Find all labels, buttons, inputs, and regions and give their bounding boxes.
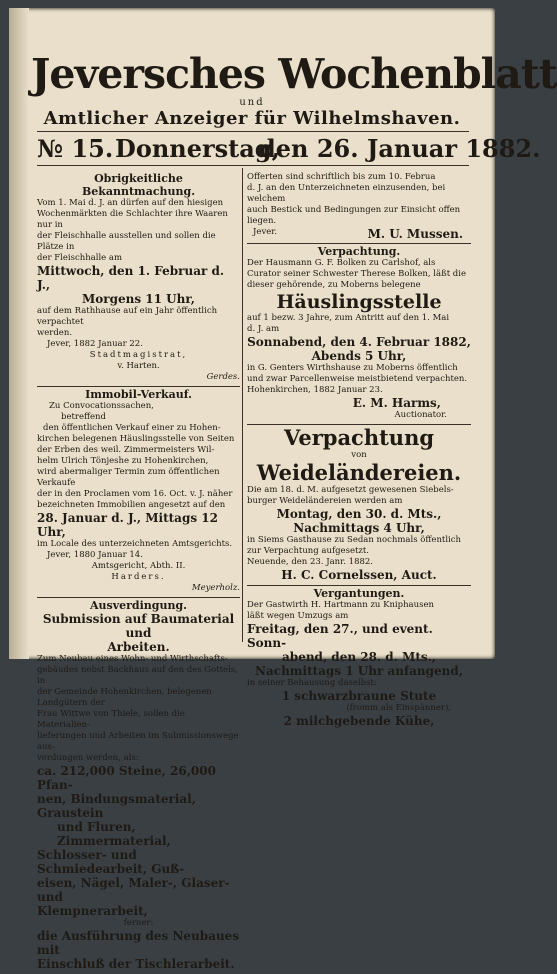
- ad-heading: Obrigkeitliche Bekanntmachung.: [81, 172, 196, 198]
- column-separator: [242, 168, 243, 642]
- issue-line: [37, 134, 541, 164]
- ad-item: 2 milchgebende Kühe,: [283, 714, 435, 728]
- ad-item: Klempnerarbeit,: [37, 904, 148, 918]
- ad-date: Mittwoch, den 1. Februar d. J.,: [37, 264, 225, 292]
- ad-heading: Ausverdingung.: [90, 599, 187, 612]
- ad-text: burger Weideländereien werden am: [247, 496, 403, 506]
- ad-item: die Ausführung des Neubaues mit: [37, 929, 240, 957]
- ad-bekanntmachung: [37, 171, 240, 387]
- ad-date: 28. Januar d. J., Mittags 12 Uhr,: [37, 511, 218, 539]
- ad-text: der Fleischhalle ausstellen und sollen die Plätze in: [37, 231, 216, 252]
- ad-text: den öffentlichen Verkauf einer zu Hohen-: [43, 423, 221, 433]
- ad-item: 1 schwarzbraune Stute: [281, 689, 437, 703]
- rule-top: [37, 131, 469, 132]
- ad-offerten: [247, 171, 471, 244]
- ad-text: der Gemeinde Hohenkirchen, belegenen Landgütern der: [37, 687, 212, 708]
- ad-text: lieferungen und Arbeiten im Submissionswege aus-: [37, 731, 239, 752]
- rule-issue: [37, 165, 469, 166]
- ad-text: Der Gastwirth H. Hartmann zu Kniphausen: [247, 600, 434, 610]
- ad-text: der Fleischhalle am: [37, 253, 123, 263]
- ad-text: in seiner Behausung daselbst:: [247, 678, 377, 688]
- ad-text: und zwar Parcellenweise meistbietend verpachten.: [247, 374, 468, 384]
- ad-headline: Weideländereien.: [256, 460, 462, 485]
- ad-text: gebäudes nebst Backhaus auf den des Gottels, in: [37, 665, 238, 686]
- ad-place: Jever, 1880 Januar 14.: [47, 550, 143, 560]
- ad-authority-name: v. Harten.: [117, 361, 160, 371]
- ad-text: Offerten sind schriftlich bis zum 10. Februa: [247, 172, 436, 182]
- issue-date: den 26. Januar 1882.: [259, 134, 541, 163]
- ad-item: eisen, Nägel, Maler-, Glaser- und: [37, 876, 230, 904]
- ad-signature: E. M. Harms,: [352, 396, 441, 410]
- ad-text: verdungen werden, als:: [37, 753, 139, 763]
- ad-time: Nachmittags 1 Uhr anfangend,: [255, 664, 463, 678]
- ad-text: in Siems Gasthause zu Sedan nochmals öffentlich: [247, 535, 462, 545]
- ad-text: auch Bestick und Bedingungen zur Einsicht offen: [247, 205, 461, 215]
- ad-subheading: Submission auf Baumaterial und: [42, 612, 235, 640]
- ad-text: Zum Neubau eines Wohn- und Wirthschafts-: [37, 654, 228, 664]
- newspaper-page: [9, 8, 557, 971]
- ad-text: wird abermaliger Termin zum öffentlichen Verkaufe: [37, 467, 220, 488]
- ad-vergantungen: [247, 586, 471, 731]
- ad-text: von: [351, 450, 367, 460]
- ad-text: Der Hausmann G. F. Bolken zu Carlshof, als: [247, 258, 436, 268]
- ad-item: Schlosser- und Schmiedearbeit, Guß-: [37, 848, 185, 876]
- ad-item: ca. 212,000 Steine, 26,000 Pfan-: [37, 764, 216, 792]
- ad-heading: Vergantungen.: [313, 587, 405, 600]
- ad-verpachtung-haeuslingsstelle: [247, 244, 471, 425]
- ad-text: d. J. am: [247, 324, 280, 334]
- ad-text: der Erben des weil. Zimmermeisters Wil-: [37, 445, 215, 455]
- ad-place: Jever.: [253, 227, 278, 237]
- ad-authority: Stadtmagistrat,: [89, 350, 188, 360]
- ad-text: kirchen belegenen Häuslingsstelle von Seiten: [37, 434, 235, 444]
- ad-text: d. J. an den Unterzeichneten einzusenden, bei welchem: [247, 183, 446, 204]
- ad-signature: M. U. Mussen.: [367, 227, 463, 241]
- masthead-title: Jeversches Wochenblatt: [31, 50, 557, 98]
- ad-text: in G. Genters Wirthshause zu Moberns öffentlich: [247, 363, 458, 373]
- ad-text: der in den Proclamen vom 16. Oct. v. J. näher: [37, 489, 233, 499]
- ad-place: Hohenkirchen, 1882 Januar 23.: [247, 385, 383, 395]
- ad-text: dieser gehörende, zu Moberns belegene: [247, 280, 421, 290]
- ad-text: ferner:: [123, 918, 154, 928]
- ad-text: Curator seiner Schwester Therese Bolken, läßt die: [247, 269, 466, 279]
- ad-date: Montag, den 30. d. Mts.,: [276, 507, 442, 521]
- ad-text: zur Verpachtung aufgesetzt.: [247, 546, 369, 556]
- ad-authority: Amtsgericht, Abth. II.: [91, 561, 186, 571]
- ad-date: Freitag, den 27., und event. Sonn-: [247, 622, 433, 650]
- ad-text: auf dem Rathhause auf ein Jahr öffentlich verpachtet: [37, 306, 218, 327]
- ad-text: Zu Convocationssachen,: [49, 401, 154, 411]
- ad-date: abend, den 28. d. Mts.,: [282, 650, 436, 664]
- masthead-conjunction: und: [239, 97, 265, 108]
- ad-item: und Fluren, Zimmermaterial,: [57, 820, 171, 848]
- ad-text: helm Ulrich Tönjeshe zu Hohenkirchen,: [37, 456, 209, 466]
- ad-text: liegen.: [247, 216, 277, 226]
- left-column: [37, 171, 240, 974]
- ad-text: werden.: [37, 328, 73, 338]
- ad-text: bezeichneten Immobilien angesetzt auf den: [37, 500, 226, 510]
- ad-text: (fromm als Einspänner),: [346, 703, 451, 713]
- ad-text: Vom 1. Mai d. J. an dürfen auf den hiesigen: [37, 198, 224, 208]
- ad-time: Abends 5 Uhr,: [311, 349, 407, 363]
- masthead-subtitle: Amtlicher Anzeiger für Wilhelmshaven.: [43, 108, 461, 129]
- issue-number: № 15.: [37, 134, 114, 163]
- ad-headline: Häuslingsstelle: [276, 291, 442, 313]
- ad-heading: Immobil-Verkauf.: [85, 388, 192, 401]
- ad-text: betreffend: [61, 412, 106, 422]
- ad-text: im Locale des unterzeichneten Amtsgerichts.: [37, 539, 233, 549]
- right-column: [247, 171, 471, 731]
- ad-headline: Verpachtung: [283, 425, 435, 450]
- ad-text: Wochenmärkten die Schlachter ihre Waaren nur in: [37, 209, 228, 230]
- ad-footer: [247, 227, 471, 240]
- ad-ausverdingung: [37, 598, 240, 974]
- ad-text: auf 1 bezw. 3 Jahre, zum Antritt auf den 1. Mai: [247, 313, 450, 323]
- ad-subheading: Arbeiten.: [107, 640, 170, 654]
- ad-signature: Gerdes.: [206, 372, 240, 382]
- ad-place: Jever, 1882 Januar 22.: [47, 339, 143, 349]
- ad-date: Sonnabend, den 4. Februar 1882,: [247, 335, 471, 349]
- ad-heading: Verpachtung.: [317, 245, 401, 258]
- ad-item: Einschluß der Tischlerarbeit.: [37, 957, 235, 971]
- ad-signature: H. C. Cornelssen, Auct.: [281, 568, 437, 582]
- ad-item: nen, Bindungsmaterial, Graustein: [37, 792, 196, 820]
- ad-text: Die am 18. d. M. aufgesetzt gewesenen Siebels-: [247, 485, 454, 495]
- ad-time: Morgens 11 Uhr,: [82, 292, 195, 306]
- ad-place: Neuende, den 23. Janr. 1882.: [247, 557, 374, 567]
- ad-verpachtung-weidelaendereien: [247, 425, 471, 586]
- issue-weekday: Donnerstag,: [115, 134, 280, 163]
- ad-signature-role: Auctionator.: [394, 410, 447, 420]
- ad-authority-name: Harders.: [111, 572, 166, 582]
- ad-time: Nachmittags 4 Uhr,: [293, 521, 425, 535]
- ad-text: läßt wegen Umzugs am: [247, 611, 349, 621]
- ad-immobil-verkauf: [37, 387, 240, 598]
- ad-signature: Meyerholz.: [191, 583, 240, 593]
- ad-text: Frau Wittwe von Thiele, sollen die Materialien-: [37, 709, 185, 730]
